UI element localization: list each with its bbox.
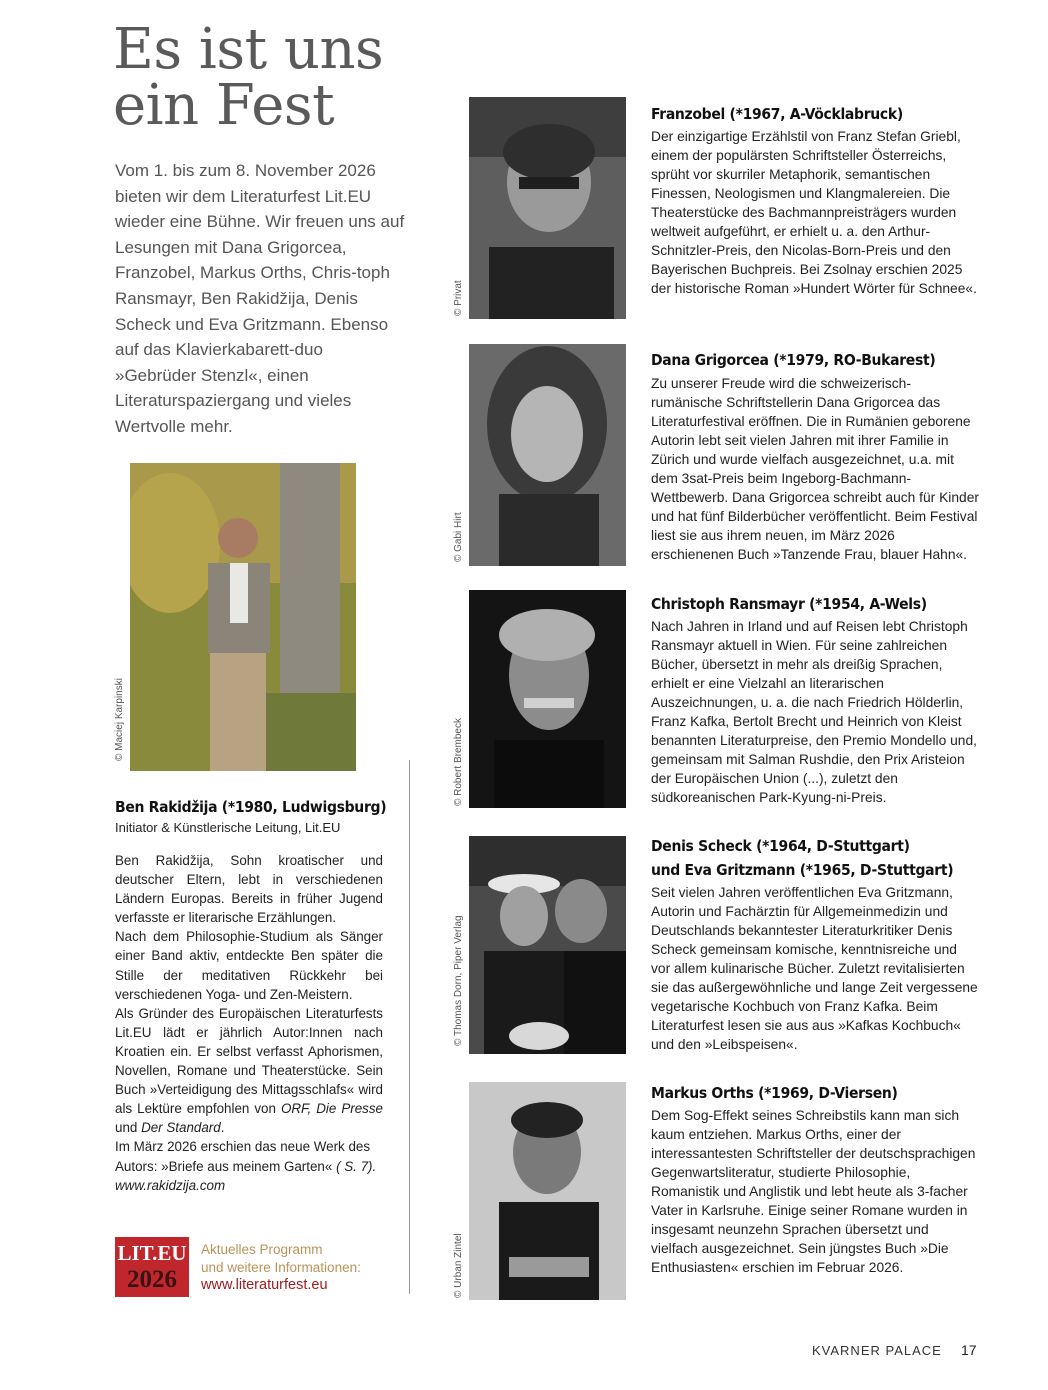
author-bio-dana: Zu unserer Freude wird die schweizerisch-rumänische Schriftstellerin Dana Grigorcea das Literaturfestival eröffnen. Die in Rumänien geborene Autorin lebt seit vielen Jahren mit ihrer Familie in Zürich und wurde vielfach ausgezeichnet, u.a. mit dem 3sat-Preis beim Ingeborg-Bachmann-Wettbewerb. Dana Grigorcea schreibt auch für Kinder und hat fünf Bilderbücher veröffentlicht. Beim Festival liest sie aus ihrem neuen, im März 2026 erschienenen Buch »Tanzende Frau, blauer Hahn«. <box>651 376 979 562</box>
photo-credit-franzobel: © Privat <box>453 280 464 316</box>
photo-credit-orths: © Urban Zintel <box>453 1233 464 1298</box>
portrait-scheck-gritzmann <box>469 836 626 1054</box>
page-title <box>113 17 443 138</box>
festival-website-link[interactable]: www.literaturfest.eu <box>201 1277 328 1293</box>
portrait-christoph-ransmayr <box>469 590 626 808</box>
author-bio-scheck: Seit vielen Jahren veröffentlichen Eva Gritzmann, Autorin und Fachärztin für Allgemeinmedizin und Deutschlands bekanntester Literaturkritiker Denis Scheck gemeinsam komische, kenntnisreiche und vor allem kulinarische Bücher. Zuletzt revitalisierten sie das außergewöhnliche und lange Zeit vergessene vegetarische Kochbuch von Franz Kafka. Beim Literaturfest lesen sie aus aus »Kafkas Kochbuch« und den »Leibspeisen«. <box>651 885 978 1052</box>
bio-paragraph: Im März 2026 erschien das neue Werk des Autors: »Briefe aus meinem Garten« ( S. 7). <box>115 1139 377 1174</box>
portrait-franzobel <box>469 97 626 319</box>
author-name-gritzmann: und Eva Gritzmann (*1965, D-Stuttgart) <box>651 861 954 879</box>
lit-eu-logo: LIT.EU 2026 <box>115 1237 189 1297</box>
page-number: 17 <box>961 1342 977 1358</box>
title-line-1: Es ist uns <box>113 17 384 82</box>
photo-credit-scheck: © Thomas Dorn, Piper Verlag <box>453 915 464 1046</box>
photo-credit-ransmayr: © Robert Brembeck <box>453 718 464 806</box>
author-name-dana: Dana Grigorcea (*1979, RO-Bukarest) <box>651 351 936 369</box>
author-bio-ransmayr: Nach Jahren in Irland und auf Reisen lebt Christoph Ransmayr aktuell in Wien. Für seine zahlreichen Bücher, übersetzt in mehr als dreißig Sprachen, erhielt er eine Vielzahl an literarischen Auszeichnungen, u. a. die nach Friedrich Hölderlin, Franz Kafka, Bertolt Brecht und Heinrich von Kleist benannten Literaturpreise, den Premio Mondello und, gemeinsam mit Salman Rushdie, den Prix Aristeion der Europäischen Union (...), zuletzt den südkoreanischen Park-Kyung-ni-Preis. <box>651 619 977 805</box>
author-name-scheck: Denis Scheck (*1964, D-Stuttgart) <box>651 837 910 855</box>
photo-credit-ben: © Maciej Karpinski <box>114 678 125 761</box>
bio-paragraph: Nach dem Philosophie-Studium als Sänger einer Band aktiv, entdeckte Ben später die Stille der meditativen Rückkehr bei verschiedenen Yoga- und Zen-Meistern. <box>115 929 383 1002</box>
bio-paragraph: Ben Rakidžija, Sohn kroatischer und deutscher Eltern, lebt in verschiedenen Ländern Europas. Bereits in früher Jugend verfasste er literarische Erzählungen. <box>115 853 383 926</box>
author-bio-orths: Dem Sog-Effekt seines Schreibstils kann man sich kaum entziehen. Markus Orths, einer der interessantesten Schriftsteller der deutschsprachigen Gegenwartsliteratur, studierte Philosophie, Romanistik und Anglistik und lebt heute als 3-facher Vater in Karlsruhe. Einige seiner Romane wurden in insgesamt neunzehn Sprachen übersetzt und vielfach ausgezeichnet. Sein jüngstes Buch »Die Enthusiasten« erschien im Februar 2026. <box>651 1108 976 1275</box>
portrait-ben-rakidzija <box>130 463 356 771</box>
bio-paragraph: Als Gründer des Europäischen Literaturfests Lit.EU lädt er jährlich Autor:Innen nach Kroatien ein. Er selbst verfasst Aphorismen, Novellen, Romane und Theaterstücke. Sein Buch »Verteidigung des Mittagsschlafs« wird als Lektüre empfohlen von ORF, Die Presse und Der Standard. <box>115 1005 383 1136</box>
promo-text: Aktuelles Programm und weitere Informationen: www.literaturfest.eu <box>201 1242 361 1293</box>
portrait-dana-grigorcea <box>469 344 626 566</box>
intro-paragraph: Vom 1. bis zum 8. November 2026 bieten wir dem Literaturfest Lit.EU wieder eine Bühne. Wir freuen uns auf Lesungen mit Dana Grigorcea, Franzobel, Markus Orths, Chris-toph Ransmayr, Ben Rakidžija, Denis Scheck und Eva Gritzmann. Ebenso auf das Klavierkabarett-duo »Gebrüder Stenzl«, einen Literaturspaziergang und vieles Wertvolle mehr. <box>115 161 405 436</box>
portrait-markus-orths <box>469 1082 626 1300</box>
author-name-ransmayr: Christoph Ransmayr (*1954, A-Wels) <box>651 595 927 613</box>
column-divider <box>409 760 410 1294</box>
publication-name: KVARNER PALACE <box>812 1343 942 1358</box>
profile-name-ben: Ben Rakidžija (*1980, Ludwigsburg) <box>115 798 387 816</box>
author-bio-franzobel: Der einzigartige Erzählstil von Franz Stefan Griebl, einem der populärsten Schriftsteller Österreichs, sprüht vor skurriler Metaphorik, semantischen Finessen, Neologismen und Klangmalereien. Die Theaterstücke des Bachmannpreisträgers wurden weltweit aufgeführt, er erhielt u. a. den Arthur-Schnitzler-Preis, den Nicolas-Born-Preis und den Bayerischen Buchpreis. Bei Zsolnay erschien 2025 der historische Roman »Hundert Wörter für Schnee«. <box>651 129 977 296</box>
author-name-orths: Markus Orths (*1969, D-Viersen) <box>651 1084 898 1102</box>
photo-credit-dana: © Gabi Hirt <box>453 512 464 562</box>
profile-role-ben: Initiator & Künstlerische Leitung, Lit.EU <box>115 820 341 835</box>
website-link[interactable]: www.rakidzija.com <box>115 1177 226 1193</box>
author-name-franzobel: Franzobel (*1967, A-Vöcklabruck) <box>651 105 903 123</box>
title-line-2: ein Fest <box>113 73 335 138</box>
profile-bio-ben <box>115 851 383 1195</box>
